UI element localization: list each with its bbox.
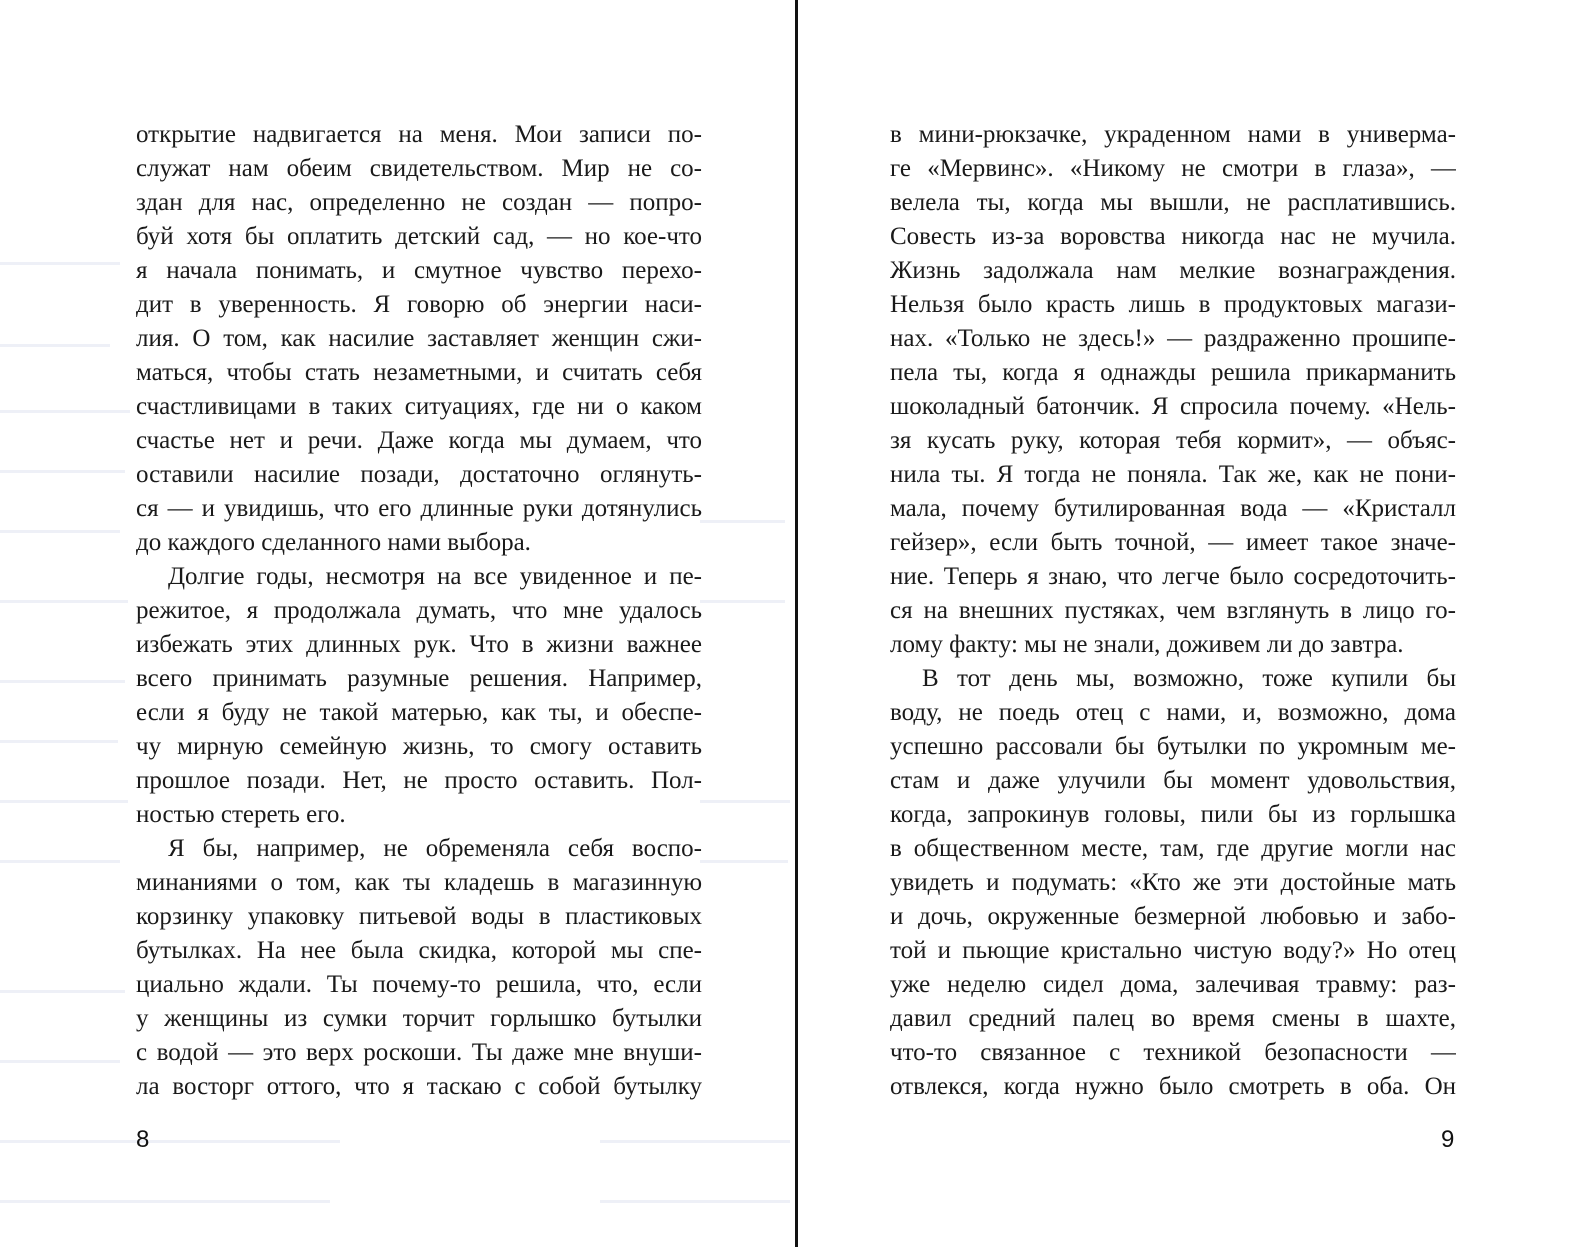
bleed-through-mark [0,410,130,413]
right-page-number: 9 [1441,1126,1455,1153]
bleed-through-mark [0,740,118,743]
text-line: корзинку упаковку питьевой воды в пластиковых [136,903,702,930]
text-line: дит в уверенность. Я говорю об энергии наси- [136,291,702,318]
bleed-through-mark [700,860,788,863]
bleed-through-mark [700,800,790,803]
text-line: нила ты. Я тогда не поняла. Так же, как не пони- [890,461,1456,488]
text-line: с водой — это верх роскоши. Ты даже мне внуши- [136,1039,702,1066]
text-line: здан для нас, определенно не создан — попро- [136,189,702,216]
text-line: бутылках. На нее была скидка, которой мы спе- [136,937,702,964]
text-line: избежать этих длинных рук. Что в жизни важнее [136,631,702,658]
text-line: когда, запрокинув головы, пили бы из горлышка [890,801,1456,828]
bleed-through-mark [0,800,128,803]
text-line: я начала понимать, и смутное чувство перехо- [136,257,702,284]
right-page-text [890,118,1456,1104]
text-line: что-то связанное с техникой безопасности — [890,1039,1456,1066]
text-line: всего принимать разумные решения. Например, [136,665,702,692]
bleed-through-mark [0,600,128,603]
text-line: нах. «Только не здесь!» — раздраженно прошипе- [890,325,1456,352]
text-line: ностью стереть его. [136,801,346,828]
text-line: в общественном месте, там, где другие могли нас [890,835,1456,862]
text-line: лия. О том, как насилие заставляет женщин сжи- [136,325,702,352]
bleed-through-mark [0,1200,330,1203]
text-line: до каждого сделанного нами выбора. [136,529,531,556]
bleed-through-mark [0,860,120,863]
text-line: Долгие годы, несмотря на все увиденное и пе- [168,563,702,590]
text-line: гейзер», если быть точной, — имеет такое значе- [890,529,1456,556]
bleed-through-mark [0,1140,340,1143]
text-line: зя кусать руку, которая тебя кормит», — объяс- [890,427,1456,454]
text-line: если я буду не такой матерью, как ты, и обеспе- [136,699,702,726]
text-line: Совесть из-за воровства никогда нас не мучила. [890,223,1456,250]
text-line: чу мирную семейную жизнь, то смогу оставить [136,733,702,760]
bleed-through-mark [0,1060,120,1063]
text-line: Нельзя было красть лишь в продуктовых магази- [890,291,1456,318]
bleed-through-mark [600,1140,790,1143]
bleed-through-mark [0,470,125,473]
bleed-through-mark [0,344,110,347]
text-line: пела ты, когда я однажды решила прикарманить [890,359,1456,386]
book-gutter [795,0,798,1247]
text-line: успешно рассовали бы бутылки по укромным ме- [890,733,1456,760]
bleed-through-mark [0,680,125,683]
text-line: прошлое позади. Нет, не просто оставить. Пол- [136,767,702,794]
text-line: маться, чтобы стать незаметными, и считать себя [136,359,702,386]
text-line: той и пьющие кристально чистую воду?» Но отец [890,937,1456,964]
text-line: циально ждали. Ты почему-то решила, что, если [136,971,702,998]
left-page-text [136,118,702,1104]
text-line: шоколадный батончик. Я спросила почему. «Нель- [890,393,1456,420]
text-line: увидеть и подумать: «Кто же эти достойные мать [890,869,1456,896]
text-line: ся на внешних пустяках, чем взглянуть в лицо го- [890,597,1456,624]
text-line: режитое, я продолжала думать, что мне удалось [136,597,702,624]
text-line: отвлекся, когда нужно было смотреть в оба. Он [890,1073,1456,1100]
text-line: ла восторг оттого, что я таскаю с собой бутылку [136,1073,702,1100]
text-line: счастливицами в таких ситуациях, где ни о каком [136,393,702,420]
text-line: ние. Теперь я знаю, что легче было сосредоточить- [890,563,1456,590]
text-line: минаниями о том, как ты кладешь в магазинную [136,869,702,896]
text-line: воду, не поедь отец с нами, и, возможно, дома [890,699,1456,726]
bleed-through-mark [600,1200,790,1203]
text-line: уже неделю сидел дома, залечивая травму: раз- [890,971,1456,998]
text-line: В тот день мы, возможно, тоже купили бы [922,665,1456,692]
text-line: в мини-рюкзачке, украденном нами в универма- [890,121,1456,148]
text-line: у женщины из сумки торчит горлышко бутылки [136,1005,702,1032]
bleed-through-mark [0,530,120,533]
text-line: ге «Мервинс». «Никому не смотри в глаза», — [890,155,1456,182]
text-line: Я бы, например, не обременяла себя воспо- [168,835,702,862]
text-line: ся — и увидишь, что его длинные руки дотянулись [136,495,702,522]
text-line: давил средний палец во время смены в шахте, [890,1005,1456,1032]
text-line: открытие надвигается на меня. Мои записи по- [136,121,702,148]
left-page-number: 8 [136,1126,150,1153]
text-line: и дочь, окруженные безмерной любовью и забо- [890,903,1456,930]
text-line: стам и даже улучили бы момент удовольствия, [890,767,1456,794]
text-line: служат нам обеим свидетельством. Мир не со- [136,155,702,182]
text-line: мала, почему бутилированная вода — «Кристалл [890,495,1456,522]
text-line: счастье нет и речи. Даже когда мы думаем, что [136,427,702,454]
text-line: лому факту: мы не знали, доживем ли до завтра. [890,631,1404,658]
text-line: Жизнь задолжала нам мелкие вознаграждения. [890,257,1456,284]
bleed-through-mark [0,990,125,993]
bleed-through-mark [700,520,785,523]
bleed-through-mark [700,600,785,603]
bleed-through-mark [0,262,120,265]
text-line: велела ты, когда мы вышли, не расплатившись. [890,189,1456,216]
text-line: буй хотя бы оплатить детский сад, — но кое-что [136,223,702,250]
text-line: оставили насилие позади, достаточно оглянуть- [136,461,702,488]
